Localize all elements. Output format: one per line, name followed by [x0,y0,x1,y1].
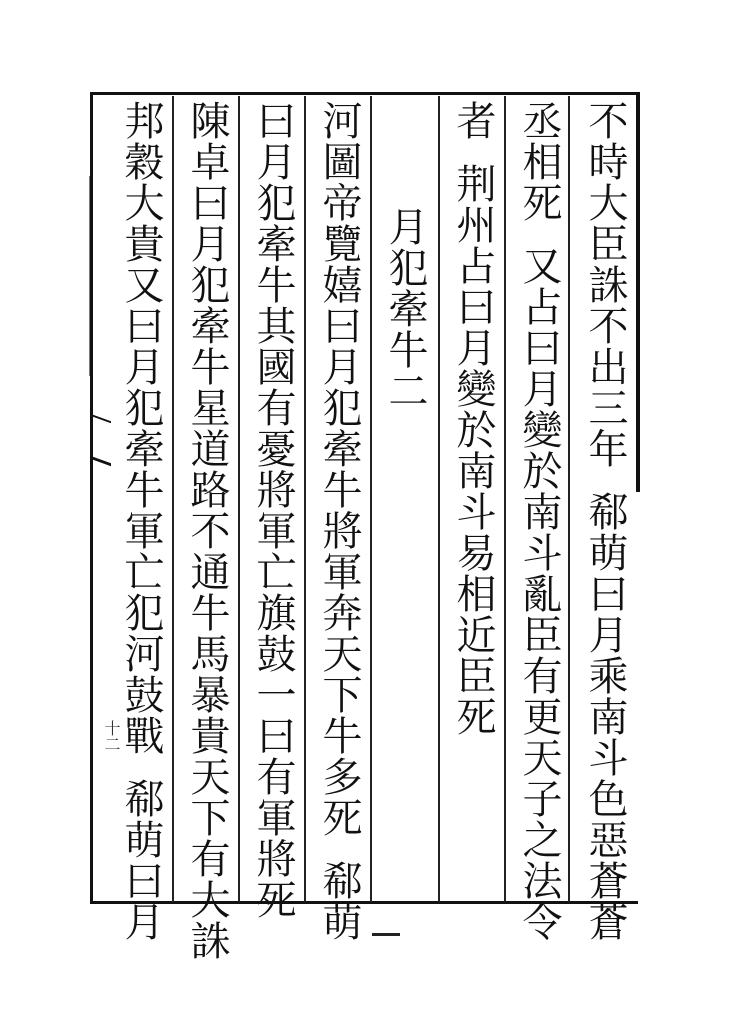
text-column-5 [312,100,366,942]
column-divider [370,96,372,902]
text-column-8 [114,100,168,942]
text-column-3 [446,100,500,900]
column-text: 郗萌 [316,860,362,942]
text-column-2 [512,100,566,942]
column-text: 邦穀大貴又曰月犯牽牛軍亡犯河鼓戰 [118,100,164,756]
column-divider [504,96,506,902]
banxin-margin [85,96,115,900]
column-text: 不時大臣誅不出三年 [582,100,628,469]
column-text: 河圖帝覽嬉曰月犯牽牛將軍奔天下牛多死 [316,100,362,838]
column-text: 丞相死 [516,100,562,223]
column-text: 者 [450,100,496,141]
fishtail-ornament [93,415,111,467]
section-title [378,206,432,1006]
text-column-6 [246,100,300,920]
column-divider [238,96,240,902]
column-divider [438,96,440,902]
column-divider [304,96,306,902]
frame-right-rule [636,92,640,492]
column-text: 又占曰月變於南斗亂臣有更天子之法令 [516,245,562,942]
bottom-mark [372,933,400,936]
column-divider [172,96,174,902]
text-column-1 [578,100,632,942]
folio-number: 十二 [102,720,121,752]
column-text: 月犯牽牛二 [382,206,428,411]
margin-mark [89,176,114,376]
column-text: 荆州占曰月變於南斗易相近臣死 [450,163,496,737]
column-text: 郗萌曰月 [118,778,164,942]
column-text: 郗萌曰月乘南斗色惡蒼蒼 [582,491,628,942]
column-text: 曰月犯牽牛其國有憂將軍亡旗鼓一曰有軍將死 [250,100,296,920]
column-text: 陳卓曰月犯牽牛星道路不通牛馬暴貴天下有大誅 [184,100,230,961]
column-divider [568,96,570,902]
text-column-7 [180,100,234,961]
